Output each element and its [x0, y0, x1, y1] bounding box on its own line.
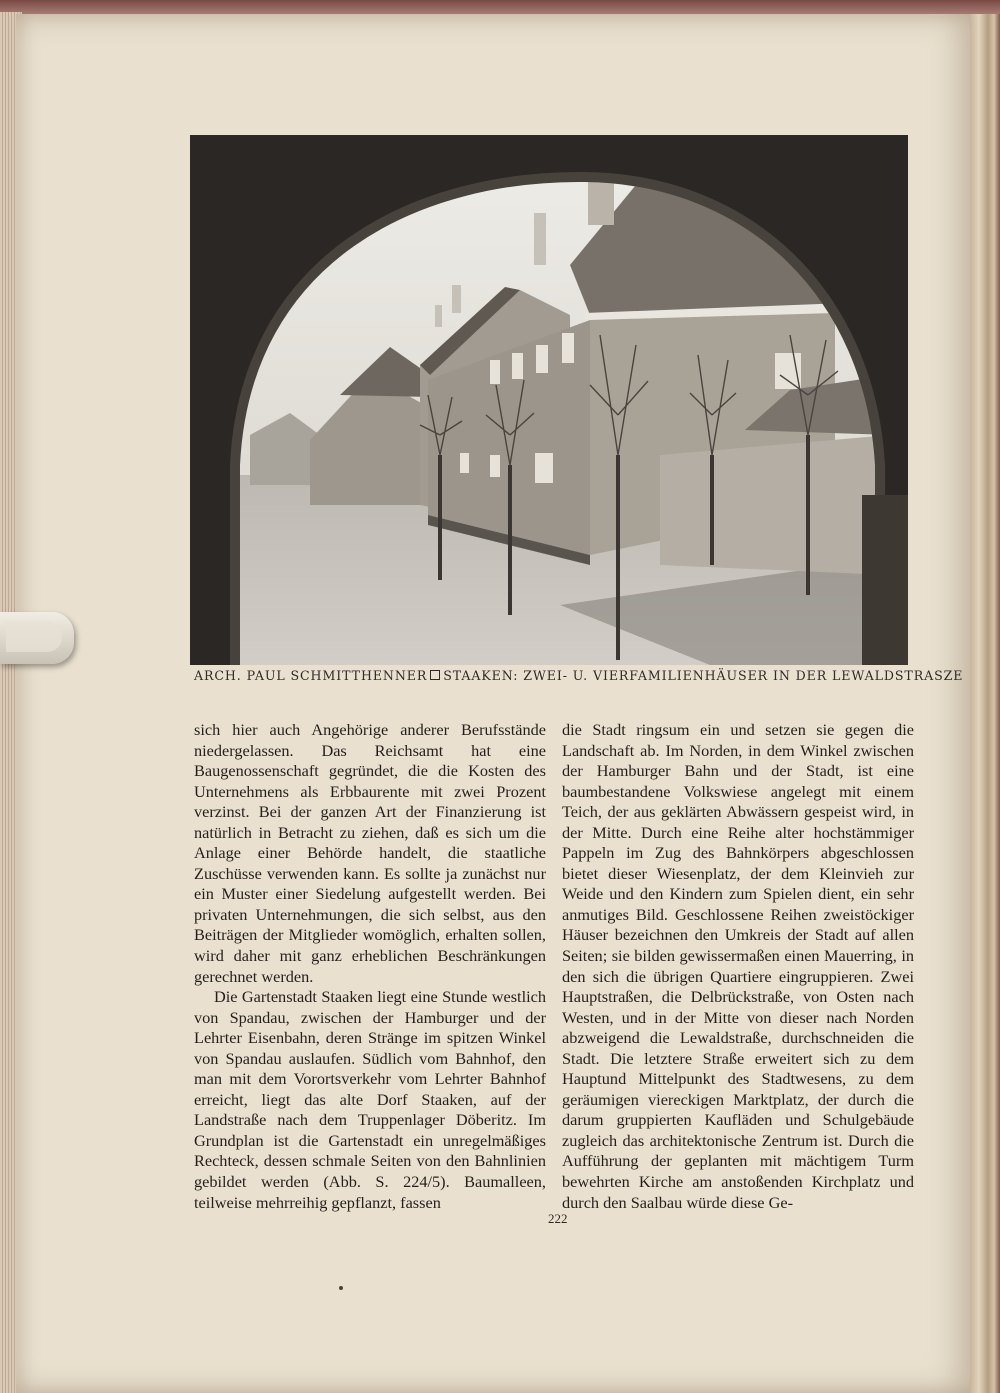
page-number: 222 [548, 1211, 568, 1226]
paragraph: Die Gartenstadt Staaken liegt eine Stunde westlich von Spandau, zwischen der Hamburger und der Lehrter Eisenbahn, deren Stränge im spitzen Winkel von Spandau auslaufen. Südlich vom Bahnhof, den man mit dem Vorortsverkehr vom Lehrter Bahnhof erreicht, liegt das alte Dorf Staaken, auf der Landstraße nach dem Truppenlager Döberitz. Im Grundplan ist die Gartenstadt ein unregelmäßiges Rechteck, dessen schmale Seiten von den Bahnlinien gebildet werden (Abb. S. 224/5). Baumalleen, teilweise mehrreihig gepflanzt, fassen [194, 987, 546, 1212]
photo-caption [194, 668, 964, 683]
text-column-left [194, 720, 546, 1213]
adjacent-page-edge [970, 14, 1000, 1393]
paragraph: sich hier auch Angehörige anderer Berufsstände niedergelassen. Das Reichsamt hat eine Baugenossenschaft gegründet, die die Kosten des Unternehmens als Erbbaurente mit zwei Prozent verzinst. Bei der ganzen Art der Finanzierung ist natürlich in Betracht zu ziehen, daß es sich um die Anlage einer Behörde handelt, die staatliche Zuschüsse verwenden kann. Es sollte ja zunächst nur ein Muster einer Siedelung aufgestellt werden. Bei privaten Unternehmungen, die sich selbst, aus den Beiträgen der Mitglieder womöglich, erhalten sollen, wird daher mit ganz erheblichen Beschränkungen gerechnet werden. [194, 720, 546, 986]
paragraph: die Stadt ringsum ein und setzen sie gegen die Landschaft ab. Im Norden, in dem Winkel zwischen der Hamburger Bahn und der Stadt, ist eine baumbestandene Volkswiese angelegt mit einem Teich, der aus geklärten Abwässern gespeist wird, in der Mitte. Durch eine Reihe alter hochstämmiger Pappeln im Zug des Bahnkörpers abgeschlossen bietet dieser Wiesenplatz, der dem Kleinvieh zur Weide und den Kindern zum Spielen dient, ein sehr anmutiges Bild. Geschlossene Reihen zweistöckiger Häuser bezeichnen den Umkreis der Stadt auf allen Seiten; sie bilden gewissermaßen einen Mauerring, in den sich die übrigen Quartiere eingruppieren. Zwei Hauptstraßen, die Delbrückstraße, von Osten nach Westen, und in der Mitte von dieser nach Norden abzweigend die Lewaldstraße, durchschneiden die Stadt. Die letztere Straße erweitert sich zu dem Hauptund Mittelpunkt des Stadtwesens, zu dem geräumigen viereckigen Marktplatz, der durch die darum gruppierten Kaufläden und Schulgebäude zugleich das architektonische Zentrum ist. Durch die Aufführung der geplanten mit mächtigem Turm bewehrten Kirche am anstoßenden Kirchplatz und durch den Saalbau würde diese Ge- [562, 720, 914, 1212]
caption-description: STAAKEN: ZWEI- U. VIERFAMILIENHÄUSER IN DER LEWALDSTRASZE [443, 668, 964, 683]
street-photograph [190, 135, 908, 665]
caption-separator-icon [430, 670, 440, 680]
print-speck [339, 1286, 343, 1290]
caption-architect: ARCH. PAUL SCHMITTHENNER [194, 668, 428, 683]
bookmark-clip [0, 612, 74, 664]
text-column-right [562, 720, 914, 1213]
